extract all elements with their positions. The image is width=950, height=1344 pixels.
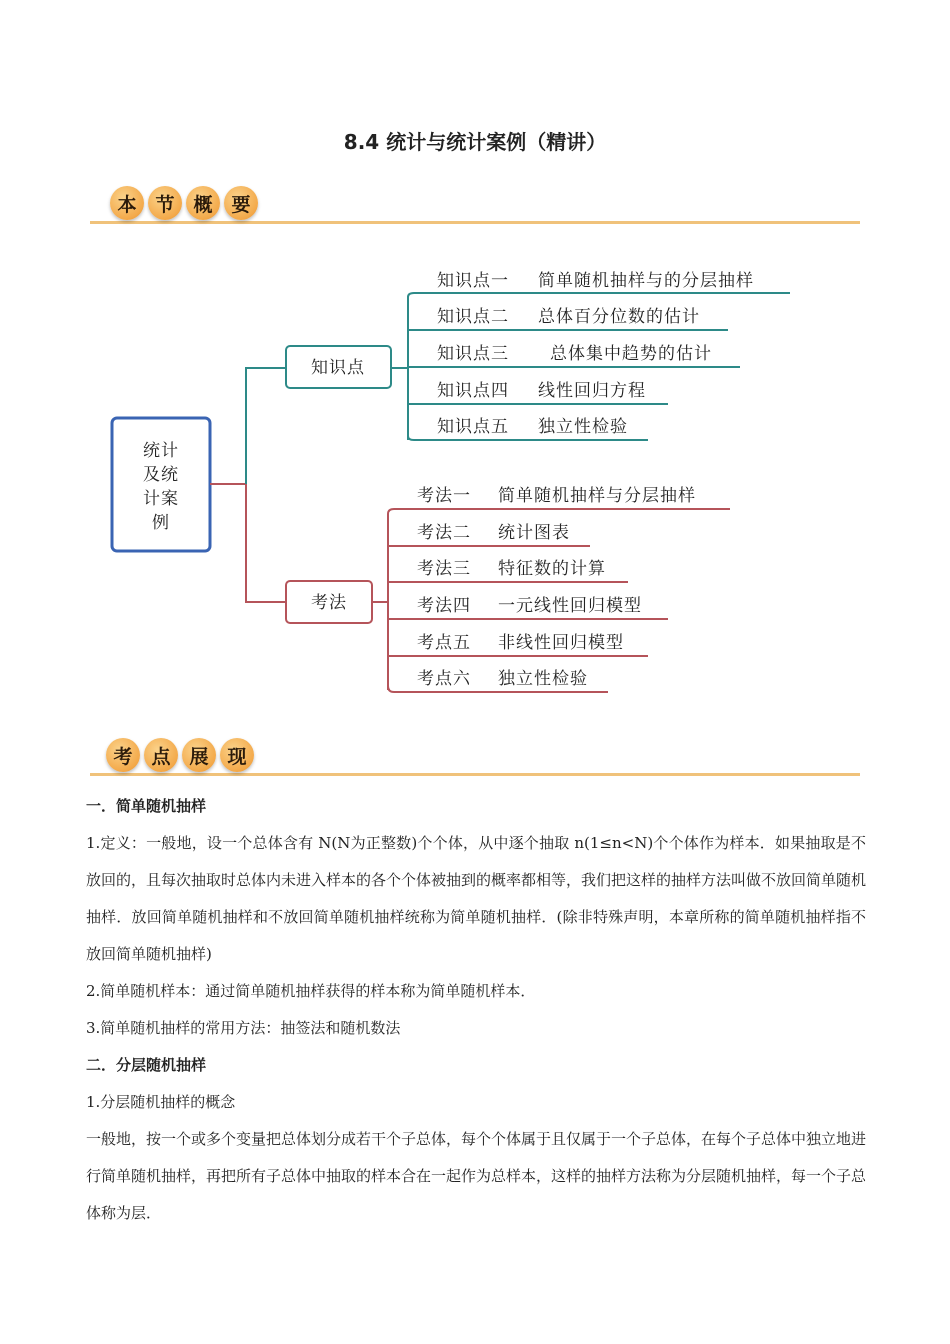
method-item-text: 统计图表 xyxy=(498,523,570,543)
knowledge-item-label: 知识点二 xyxy=(437,307,509,327)
method-item xyxy=(388,596,668,619)
knowledge-item-label: 知识点三 xyxy=(437,344,509,364)
root-line: 计案 xyxy=(143,489,179,509)
knowledge-label: 知识点 xyxy=(311,358,365,378)
knowledge-item-text: 独立性检验 xyxy=(538,417,628,437)
knowledge-item-label: 知识点一 xyxy=(437,271,509,291)
header-char: 节 xyxy=(148,186,182,220)
mind-map xyxy=(0,250,950,710)
header-char: 考 xyxy=(106,738,140,772)
knowledge-connector xyxy=(246,368,286,484)
method-item-text: 非线性回归模型 xyxy=(498,633,624,653)
method-item xyxy=(388,486,730,514)
knowledge-item xyxy=(408,307,728,330)
method-item-text: 简单随机抽样与分层抽样 xyxy=(498,486,696,506)
knowledge-item xyxy=(408,344,740,367)
section-header-points xyxy=(90,738,860,782)
method-item xyxy=(388,633,648,656)
method-item-text: 一元线性回归模型 xyxy=(498,596,642,616)
knowledge-item-label: 知识点五 xyxy=(437,417,509,437)
method-item-label: 考点五 xyxy=(417,633,471,653)
method-item xyxy=(388,559,628,582)
knowledge-item-label: 知识点四 xyxy=(437,381,509,401)
section-divider xyxy=(90,773,860,776)
knowledge-item xyxy=(408,381,668,404)
method-item xyxy=(388,669,608,692)
methods-connector xyxy=(246,484,286,602)
knowledge-item xyxy=(408,271,790,297)
header-char: 要 xyxy=(224,186,258,220)
section-divider xyxy=(90,221,860,224)
knowledge-item xyxy=(408,417,648,440)
header-char: 点 xyxy=(144,738,178,772)
heading-stratified-sampling: 二．分层随机抽样 xyxy=(86,1056,207,1074)
methods-label: 考法 xyxy=(311,593,347,613)
root-line: 统计 xyxy=(143,441,179,461)
knowledge-item-text: 总体百分位数的估计 xyxy=(538,307,700,327)
root-line: 例 xyxy=(152,513,170,533)
header-char: 现 xyxy=(220,738,254,772)
heading-simple-random-sampling: 一．简单随机抽样 xyxy=(86,797,207,815)
knowledge-trunk xyxy=(391,297,408,440)
method-item-label: 考法四 xyxy=(417,596,471,616)
method-item-label: 考法一 xyxy=(417,486,471,506)
header-char: 展 xyxy=(182,738,216,772)
paragraph-methods: 3.简单随机抽样的常用方法：抽签法和随机数法 xyxy=(86,1019,401,1037)
method-item-label: 考法二 xyxy=(417,523,471,543)
section-header-overview xyxy=(90,186,860,230)
method-item-text: 独立性检验 xyxy=(498,669,588,689)
knowledge-item-text: 简单随机抽样与的分层抽样 xyxy=(538,271,754,291)
method-item xyxy=(388,523,590,546)
knowledge-item-text: 总体集中趋势的估计 xyxy=(550,344,712,364)
paragraph-concept-title: 1.分层随机抽样的概念 xyxy=(86,1093,236,1111)
header-char: 本 xyxy=(110,186,144,220)
paragraph-sample: 2.简单随机样本：通过简单随机抽样获得的样本称为简单随机样本． xyxy=(86,982,536,1000)
paragraph-definition: 1.定义：一般地，设一个总体含有 N(N为正整数)个个体，从中逐个抽取 n(1≤n<N)个个体作为样本．如果抽取是不放回的，且每次抽取时总体内未进入样本的各个个体被抽到的概率都相等，我们把这样的抽样方法叫做不放回简单随机抽样．放回简单随机抽样和不放回简单随机抽样统称为简单随机抽样．(除非特殊声明，本章所称的简单随机抽样指不放回简单随机抽样) xyxy=(86,834,867,963)
header-char: 概 xyxy=(186,186,220,220)
knowledge-item-text: 线性回归方程 xyxy=(538,381,646,401)
content-body xyxy=(86,788,866,1232)
method-item-label: 考法三 xyxy=(417,559,471,579)
page-title: 8.4 统计与统计案例（精讲） xyxy=(343,130,607,154)
paragraph-concept: 一般地，按一个或多个变量把总体划分成若干个子总体，每个个体属于且仅属于一个子总体，在每个子总体中独立地进行简单随机抽样，再把所有子总体中抽取的样本合在一起作为总样本，这样的抽样方法称为分层随机抽样，每一个子总体称为层． xyxy=(86,1130,867,1222)
methods-trunk xyxy=(372,514,388,690)
method-item-label: 考点六 xyxy=(417,669,471,689)
method-item-text: 特征数的计算 xyxy=(498,559,606,579)
root-line: 及统 xyxy=(143,465,179,485)
